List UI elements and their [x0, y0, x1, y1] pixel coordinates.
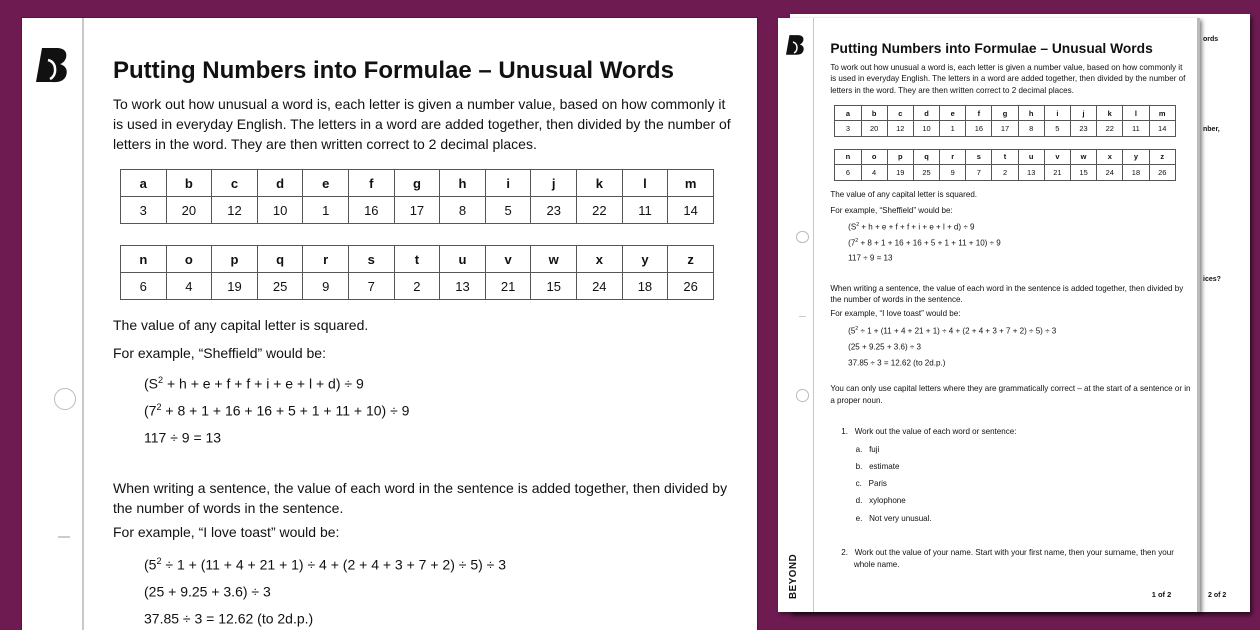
formula-post: + 8 + 1 + 16 + 16 + 5 + 1 + 11 + 10) ÷ 9 — [161, 402, 410, 419]
value-cell: 4 — [861, 165, 887, 181]
letter-cell: z — [1149, 149, 1175, 165]
formula-pre: 37.85 ÷ 3 = 12.62 (to 2d.p.) — [848, 358, 946, 368]
back-page-fragment: ices? — [1203, 276, 1221, 283]
value-cell: 16 — [349, 197, 395, 224]
page-title: Putting Numbers into Formulae – Unusual Words — [113, 57, 674, 84]
table-row-letters — [835, 149, 1176, 165]
page-number: 1 of 2 — [1151, 590, 1172, 600]
formula-line — [848, 236, 1193, 249]
letter-cell: c — [212, 170, 258, 197]
formula-pre: 117 ÷ 9 = 13 — [144, 429, 222, 446]
letter-cell: s — [966, 149, 992, 165]
worksheet-page-1-thumbnail — [778, 18, 1200, 612]
letter-table-n-z — [834, 149, 1176, 181]
value-cell: 1 — [940, 121, 966, 137]
value-cell: 24 — [577, 273, 623, 300]
letter-cell: q — [913, 149, 939, 165]
value-cell: 24 — [1097, 165, 1123, 181]
formula-line — [848, 340, 1193, 353]
value-cell: 15 — [1070, 165, 1096, 181]
formula-post: + 8 + 1 + 16 + 16 + 5 + 1 + 11 + 10) ÷ 9 — [858, 238, 1001, 248]
letter-cell: k — [1097, 105, 1123, 121]
letter-cell: w — [531, 246, 577, 273]
example1-intro: For example, “Sheffield” would be: — [113, 345, 326, 361]
formula-line — [144, 370, 744, 394]
table-row-letters — [835, 105, 1176, 121]
worksheet-page-1-large — [22, 18, 757, 630]
value-cell: 9 — [940, 165, 966, 181]
margin-line — [82, 18, 84, 630]
value-cell: 14 — [1149, 121, 1175, 137]
back-page-fragment: ords — [1203, 36, 1219, 43]
letter-cell: u — [440, 246, 486, 273]
value-cell: 19 — [887, 165, 913, 181]
value-cell: 13 — [440, 273, 486, 300]
formula-line — [144, 605, 744, 629]
letter-cell: v — [485, 246, 531, 273]
answer-item — [856, 444, 1144, 456]
item-label: d. — [855, 496, 863, 506]
value-cell: 4 — [166, 273, 212, 300]
q-text: Work out the value of your name. Start with your first name, then your surname, then your whole name. — [853, 548, 1174, 569]
example1-intro: For example, “Sheffield” would be: — [830, 205, 953, 215]
value-cell: 9 — [303, 273, 349, 300]
value-cell: 10 — [257, 197, 303, 224]
letter-cell: d — [913, 105, 939, 121]
intro-text: To work out how unusual a word is, each letter is given a number value, based on how commonly it is used in everyday English. The letters in a word are added together, then divided by the number of letters in the word. They are then written correct to 2 decimal places. — [830, 62, 1186, 95]
hole-punch — [54, 388, 76, 410]
value-cell: 17 — [992, 121, 1018, 137]
item-text: estimate — [869, 461, 900, 471]
letter-cell: o — [861, 149, 887, 165]
formula-line — [848, 324, 1193, 337]
letter-cell: t — [992, 149, 1018, 165]
letter-cell: x — [1097, 149, 1123, 165]
letter-cell: l — [622, 170, 668, 197]
value-cell: 22 — [577, 197, 623, 224]
letter-cell: p — [212, 246, 258, 273]
value-cell: 19 — [212, 273, 258, 300]
value-cell: 14 — [668, 197, 714, 224]
value-cell: 3 — [835, 121, 861, 137]
letter-cell: r — [303, 246, 349, 273]
margin-dash — [799, 316, 806, 318]
item-text: Paris — [868, 479, 887, 488]
question-1 — [841, 426, 1186, 438]
example2-intro: For example, “I love toast” would be: — [830, 308, 961, 318]
value-cell: 8 — [440, 197, 486, 224]
formula-pre: (7 — [144, 402, 157, 419]
value-cell: 12 — [212, 197, 258, 224]
letter-cell: h — [1018, 105, 1044, 121]
formula-sup: 2 — [156, 556, 162, 566]
letter-cell: w — [1070, 149, 1096, 165]
letter-cell: t — [394, 246, 440, 273]
page-title: Putting Numbers into Formulae – Unusual Words — [830, 40, 1153, 56]
formula-line — [848, 251, 1193, 264]
beyond-logo-icon — [786, 34, 806, 56]
formula-pre: (25 + 9.25 + 3.6) ÷ 3 — [848, 342, 922, 352]
value-cell: 16 — [966, 121, 992, 137]
letter-cell: x — [577, 246, 623, 273]
letter-cell: n — [121, 246, 167, 273]
formula-sup: 2 — [156, 402, 162, 412]
item-label: a. — [855, 444, 863, 454]
letter-cell: y — [622, 246, 668, 273]
formula-line — [144, 424, 744, 448]
formula-pre: (5 — [144, 556, 157, 573]
letter-cell: n — [835, 149, 861, 165]
letter-cell: q — [257, 246, 303, 273]
formula-sup: 2 — [158, 375, 164, 385]
value-cell: 26 — [1149, 165, 1175, 181]
question-2 — [841, 547, 1186, 570]
item-text: xylophone — [869, 496, 906, 506]
value-cell: 21 — [1044, 165, 1070, 181]
letter-cell: p — [887, 149, 913, 165]
formula-line — [848, 356, 1193, 369]
value-cell: 6 — [121, 273, 167, 300]
sentence-rule: When writing a sentence, the value of each word in the sentence is added together, then divided by the number of words in the sentence. — [113, 480, 728, 516]
item-label: b. — [855, 461, 863, 471]
brand-label: BEYOND — [788, 553, 800, 599]
formula-post: ÷ 1 + (11 + 4 + 21 + 1) ÷ 4 + (2 + 4 + 3 + 7 + 2) ÷ 5) ÷ 3 — [858, 327, 1057, 337]
letter-cell: m — [668, 170, 714, 197]
letter-cell: d — [257, 170, 303, 197]
q-text: Work out the value of each word or sentence: — [854, 427, 1017, 437]
formula-post: + h + e + f + f + i + e + l + d) ÷ 9 — [163, 375, 364, 392]
letter-cell: c — [887, 105, 913, 121]
example2-intro: For example, “I love toast” would be: — [113, 524, 340, 540]
hole-punch — [796, 389, 809, 402]
formula-pre: (25 + 9.25 + 3.6) ÷ 3 — [144, 583, 271, 600]
hole-punch — [796, 231, 809, 244]
letter-cell: z — [668, 246, 714, 273]
value-cell: 11 — [622, 197, 668, 224]
letter-cell: i — [1044, 105, 1070, 121]
value-cell: 2 — [394, 273, 440, 300]
letter-cell: y — [1123, 149, 1149, 165]
value-cell: 5 — [485, 197, 531, 224]
beyond-logo-icon — [36, 46, 70, 84]
value-cell: 25 — [257, 273, 303, 300]
table-row-letters — [121, 170, 714, 197]
intro-text: To work out how unusual a word is, each letter is given a number value, based on how commonly it is used in everyday English. The letters in a word are added together, then divided by the number of letters in the word. They are then written correct to 2 decimal places. — [113, 96, 731, 152]
value-cell: 15 — [531, 273, 577, 300]
item-label: e. — [855, 513, 863, 523]
formula-sup: 2 — [856, 222, 860, 229]
value-cell: 7 — [349, 273, 395, 300]
answer-item — [856, 461, 1144, 473]
back-page-number: 2 of 2 — [1208, 592, 1227, 599]
value-cell: 26 — [668, 273, 714, 300]
value-cell: 18 — [622, 273, 668, 300]
value-cell: 7 — [966, 165, 992, 181]
letter-cell: k — [577, 170, 623, 197]
letter-cell: g — [992, 105, 1018, 121]
value-cell: 12 — [887, 121, 913, 137]
formula-sup: 2 — [855, 326, 859, 333]
formula-pre: (7 — [848, 238, 856, 248]
letter-cell: e — [940, 105, 966, 121]
item-text: Not very unusual. — [869, 513, 932, 523]
letter-cell: a — [835, 105, 861, 121]
letter-cell: m — [1149, 105, 1175, 121]
value-cell: 23 — [531, 197, 577, 224]
margin-line — [813, 18, 814, 612]
formula-line — [848, 220, 1193, 233]
letter-table-n-z — [120, 245, 714, 300]
table-row-values — [835, 165, 1176, 181]
value-cell: 10 — [913, 121, 939, 137]
value-cell: 2 — [992, 165, 1018, 181]
formula-line — [144, 551, 744, 575]
value-cell: 8 — [1018, 121, 1044, 137]
letter-cell: b — [166, 170, 212, 197]
letter-cell: i — [485, 170, 531, 197]
letter-table-a-m — [834, 105, 1176, 137]
capital-note: You can only use capital letters where they are grammatically correct – at the start of a sentence or in a proper noun. — [830, 384, 1191, 405]
formula-pre: 117 ÷ 9 = 13 — [848, 254, 893, 264]
letter-cell: l — [1123, 105, 1149, 121]
table-row-letters — [121, 246, 714, 273]
letter-cell: j — [1070, 105, 1096, 121]
letter-cell: u — [1018, 149, 1044, 165]
formula-pre: (5 — [848, 327, 856, 337]
margin-dash — [58, 536, 70, 538]
letter-cell: g — [394, 170, 440, 197]
formula-line — [144, 397, 744, 421]
table-row-values — [835, 121, 1176, 137]
formula-pre: (S — [144, 375, 158, 392]
letter-cell: h — [440, 170, 486, 197]
letter-cell: o — [166, 246, 212, 273]
formula-post: ÷ 1 + (11 + 4 + 21 + 1) ÷ 4 + (2 + 4 + 3 + 7 + 2) ÷ 5) ÷ 3 — [161, 556, 507, 573]
letter-cell: j — [531, 170, 577, 197]
letter-cell: e — [303, 170, 349, 197]
value-cell: 13 — [1018, 165, 1044, 181]
value-cell: 25 — [913, 165, 939, 181]
value-cell: 17 — [394, 197, 440, 224]
value-cell: 20 — [166, 197, 212, 224]
letter-cell: s — [349, 246, 395, 273]
letter-cell: f — [966, 105, 992, 121]
table-row-values — [121, 197, 714, 224]
value-cell: 18 — [1123, 165, 1149, 181]
formula-line — [144, 578, 744, 602]
letter-table-a-m — [120, 169, 714, 224]
answer-item — [856, 495, 1144, 507]
letter-cell: v — [1044, 149, 1070, 165]
sentence-rule: When writing a sentence, the value of each word in the sentence is added together, then divided by the number of words in the sentence. — [830, 283, 1184, 304]
value-cell: 3 — [121, 197, 167, 224]
capital-rule: The value of any capital letter is squared. — [113, 317, 369, 333]
formula-pre: 37.85 ÷ 3 = 12.62 (to 2d.p.) — [144, 610, 314, 627]
formula-pre: (S — [848, 223, 857, 233]
table-row-values — [121, 273, 714, 300]
formula-post: + h + e + f + f + i + e + l + d) ÷ 9 — [859, 223, 975, 233]
q-number: 1. — [841, 427, 848, 437]
q-number: 2. — [841, 548, 848, 557]
item-text: fuji — [869, 444, 880, 454]
value-cell: 20 — [861, 121, 887, 137]
item-label: c. — [855, 479, 862, 488]
letter-cell: r — [940, 149, 966, 165]
value-cell: 5 — [1044, 121, 1070, 137]
value-cell: 6 — [835, 165, 861, 181]
back-page-fragment: nber, — [1203, 126, 1220, 133]
answer-item — [856, 478, 1144, 490]
formula-sup: 2 — [855, 237, 859, 244]
letter-cell: f — [349, 170, 395, 197]
value-cell: 11 — [1123, 121, 1149, 137]
letter-cell: b — [861, 105, 887, 121]
value-cell: 1 — [303, 197, 349, 224]
value-cell: 21 — [485, 273, 531, 300]
value-cell: 22 — [1097, 121, 1123, 137]
answer-item — [856, 513, 1144, 525]
value-cell: 23 — [1070, 121, 1096, 137]
capital-rule: The value of any capital letter is squared. — [830, 189, 978, 199]
letter-cell: a — [121, 170, 167, 197]
